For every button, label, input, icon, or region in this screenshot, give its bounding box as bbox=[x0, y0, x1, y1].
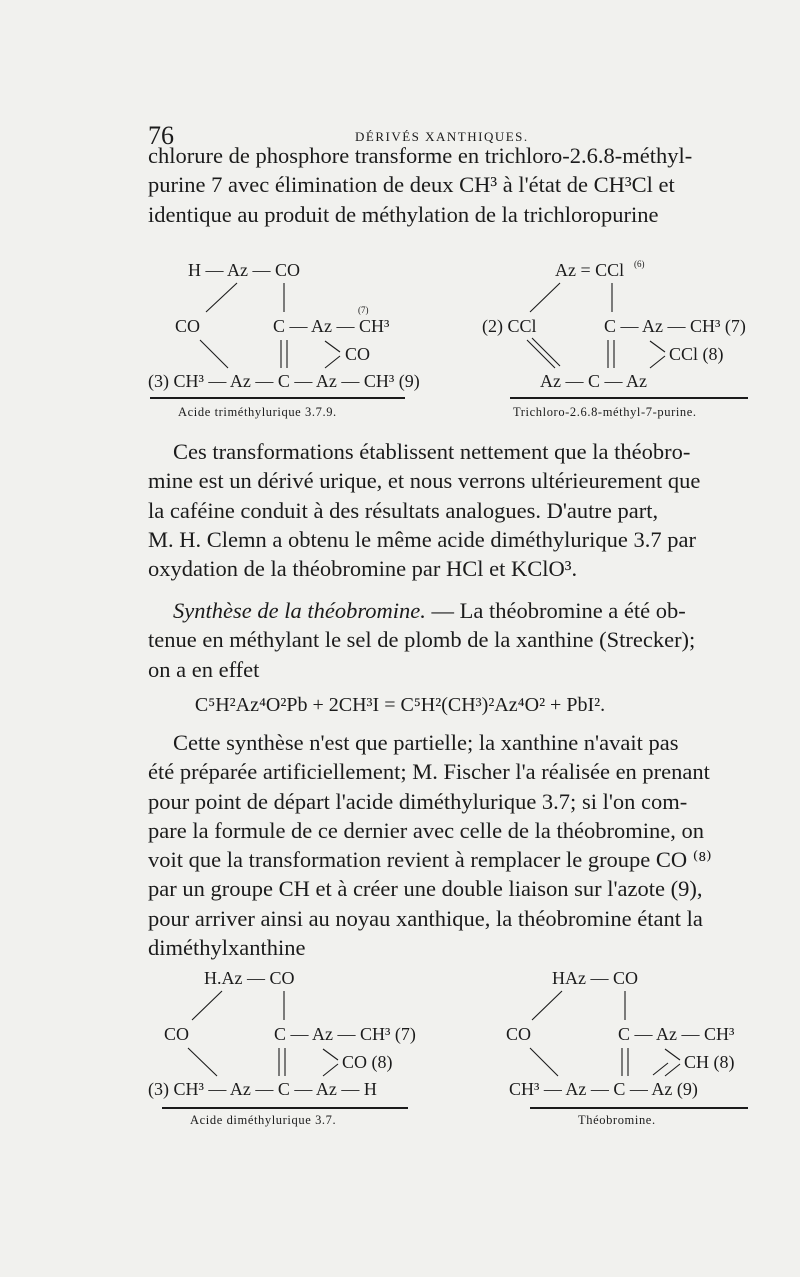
struct-row2-mid: C — Az — CH³ bbox=[618, 1024, 735, 1044]
text-line: chlorure de phosphore transforme en trichloro-2.6.8-méthyl- bbox=[148, 143, 693, 168]
paragraph-1 bbox=[148, 141, 750, 229]
text-line: M. H. Clemn a obtenu le même acide diméthylurique 3.7 par bbox=[148, 526, 696, 552]
structure-theobromine bbox=[506, 968, 748, 1127]
bond-line bbox=[665, 1064, 680, 1076]
bond-line bbox=[200, 340, 228, 368]
struct-row4: (3) CH³ — Az — C — Az — H bbox=[148, 1079, 377, 1099]
bond-line bbox=[530, 1048, 558, 1076]
bond-line bbox=[665, 1049, 680, 1060]
struct-row2-num: (7) bbox=[358, 305, 369, 315]
text-line: pour arriver ainsi au noyau xanthique, la théobromine étant la bbox=[148, 905, 703, 931]
text-line: purine 7 avec élimination de deux CH³ à l'état de CH³Cl et bbox=[148, 172, 675, 198]
bond-line bbox=[532, 991, 562, 1020]
text-line: par un groupe CH et à créer une double liaison sur l'azote (9), bbox=[148, 876, 703, 902]
struct-row4: CH³ — Az — C — Az (9) bbox=[509, 1079, 698, 1099]
structure-dimethyluric-acid bbox=[148, 968, 416, 1127]
struct-row1-num: (6) bbox=[634, 259, 645, 269]
bond-line bbox=[530, 283, 560, 312]
struct-row4: (3) CH³ — Az — C — Az — CH³ (9) bbox=[148, 371, 420, 391]
bond-line bbox=[325, 341, 340, 352]
text-line bbox=[148, 596, 750, 625]
bond-line bbox=[653, 1063, 668, 1075]
struct-row2-mid: C — Az — CH³ bbox=[273, 316, 390, 336]
struct-row1: HAz — CO bbox=[552, 968, 638, 988]
structure-caption: Acide triméthylurique 3.7.9. bbox=[178, 405, 337, 419]
text-line: été préparée artificiellement; M. Fischer l'a réalisée en prenant bbox=[148, 759, 710, 785]
bond-line bbox=[192, 991, 222, 1020]
struct-row2-co: CO bbox=[164, 1024, 190, 1044]
struct-row3-ccl: CCl (8) bbox=[669, 344, 724, 364]
bond-line bbox=[650, 356, 665, 368]
bond-line bbox=[325, 356, 340, 368]
structure-caption: Acide diméthylurique 3.7. bbox=[190, 1113, 337, 1127]
paragraph-2 bbox=[148, 437, 750, 583]
bond-line bbox=[527, 340, 555, 368]
text-line: Ces transformations établissent nettement que la théobro- bbox=[173, 439, 691, 464]
bond-line bbox=[323, 1049, 338, 1060]
running-title: DÉRIVÉS XANTHIQUES. bbox=[355, 129, 529, 144]
struct-row2-mid: C — Az — CH³ (7) bbox=[604, 316, 746, 336]
text-line-rest: — La théobromine a été ob- bbox=[425, 598, 686, 623]
bond-line bbox=[650, 341, 665, 352]
structure-trimethyluric-acid bbox=[148, 260, 420, 419]
structure-trichloro-methylpurine bbox=[482, 259, 748, 419]
struct-row3-ch: CH (8) bbox=[684, 1052, 735, 1072]
text-line: la caféine conduit à des résultats analogues. D'autre part, bbox=[148, 497, 659, 523]
page-number: 76 bbox=[148, 121, 174, 150]
text-line: on a en effet bbox=[148, 656, 260, 682]
text-line: diméthylxanthine bbox=[148, 935, 306, 961]
struct-row1: Az = CCl bbox=[555, 260, 625, 280]
structure-caption: Trichloro-2.6.8-méthyl-7-purine. bbox=[513, 405, 697, 419]
structure-caption: Théobromine. bbox=[578, 1113, 656, 1127]
paragraph-3 bbox=[148, 596, 750, 684]
chemical-equation: C⁵H²Az⁴O²Pb + 2CH³I = C⁵H²(CH³)²Az⁴O² + PbI². bbox=[194, 694, 606, 716]
struct-row2-co: CO bbox=[175, 316, 201, 336]
text-line: mine est un dérivé urique, et nous verrons ultérieurement que bbox=[148, 468, 701, 494]
text-line: Cette synthèse n'est que partielle; la xanthine n'avait pas bbox=[173, 730, 679, 755]
bond-line bbox=[188, 1048, 217, 1076]
bond-line bbox=[323, 1064, 338, 1076]
section-heading: Synthèse de la théobromine. bbox=[173, 598, 426, 623]
structures-bottom bbox=[0, 958, 800, 1138]
struct-row4: Az — C — Az bbox=[540, 371, 647, 391]
text-line: pour point de départ l'acide diméthylurique 3.7; si l'on com- bbox=[148, 788, 688, 814]
struct-row1: H — Az — CO bbox=[188, 260, 300, 280]
struct-row2-co: CO bbox=[506, 1024, 532, 1044]
struct-row3-co: CO bbox=[345, 344, 371, 364]
struct-row1: H.Az — CO bbox=[204, 968, 295, 988]
paragraph-4 bbox=[148, 728, 750, 962]
bond-line bbox=[532, 338, 560, 366]
text-line: pare la formule de ce dernier avec celle de la théobromine, on bbox=[148, 817, 704, 843]
text-line: tenue en méthylant le sel de plomb de la xanthine (Strecker); bbox=[148, 627, 696, 653]
bond-line bbox=[206, 283, 237, 312]
text-line: voit que la transformation revient à remplacer le groupe CO ⁽⁸⁾ bbox=[148, 847, 712, 873]
text-line: identique au produit de méthylation de la trichloropurine bbox=[148, 201, 659, 227]
struct-row2-mid: C — Az — CH³ (7) bbox=[274, 1024, 416, 1044]
structures-top bbox=[0, 250, 800, 430]
text-line: oxydation de la théobromine par HCl et KClO³. bbox=[148, 556, 578, 582]
struct-row2-ccl: (2) CCl bbox=[482, 316, 537, 336]
struct-row3-co: CO (8) bbox=[342, 1052, 393, 1072]
